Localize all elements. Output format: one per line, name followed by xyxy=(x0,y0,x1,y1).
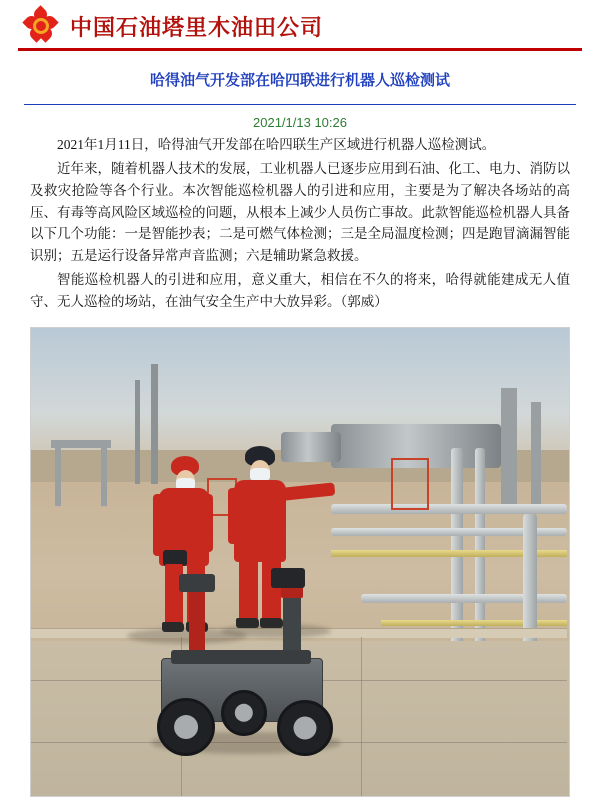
face-mask xyxy=(250,468,270,481)
company-name: 中国石油塔里木油田公司 xyxy=(70,14,324,40)
flare-stack xyxy=(135,380,140,484)
structure xyxy=(55,446,61,506)
masthead-divider xyxy=(18,48,582,51)
tower xyxy=(501,388,517,508)
pad-seam xyxy=(361,637,362,796)
paragraph: 近年来，随着机器人技术的发展，工业机器人已逐步应用到石油、化工、电力、消防以及救灾抢险等各个行业。本次智能巡检机器人的引进和应用，主要是为了解决各场站的高压、有毒等高风险区域巡检的问题，从根本上减少人员伤亡事故。此款智能巡检机器人具备以下几个功能：一是智能抄表；二是可燃气体检测；三是全局温度检测；四是跑冒滴漏智能识别；五是运行设备异常声音监测；六是辅助紧急救援。 xyxy=(30,160,570,264)
headline-divider xyxy=(24,104,576,105)
article-body xyxy=(30,134,570,313)
structure xyxy=(101,446,107,506)
arm xyxy=(153,494,167,556)
photo-scene xyxy=(31,328,569,796)
tower xyxy=(531,402,541,512)
leg xyxy=(239,560,258,622)
robot-wheel xyxy=(221,690,267,736)
flare-stack xyxy=(151,364,158,484)
boot xyxy=(236,618,259,628)
arm xyxy=(228,488,241,544)
masthead xyxy=(0,0,600,48)
boot xyxy=(162,622,184,632)
paragraph: 2021年1月11日，哈得油气开发部在哈四联生产区域进行机器人巡检测试。 xyxy=(57,137,496,152)
arm xyxy=(199,494,213,552)
article-photo xyxy=(30,327,570,797)
robot-camera xyxy=(271,568,305,588)
horizontal-pipe xyxy=(331,504,567,514)
safety-railing xyxy=(391,458,429,510)
robot-wheel xyxy=(157,698,215,756)
petrochina-flower-logo-icon xyxy=(22,7,60,45)
paragraph: 智能巡检机器人的引进和应用，意义重大，相信在不久的将来，哈得就能建成无人值守、无人巡检的场站，在油气安全生产中大放异彩。（郭威） xyxy=(30,272,570,310)
yellow-pipe xyxy=(381,620,567,626)
boot xyxy=(260,618,283,628)
article-timestamp: 2021/1/13 10:26 xyxy=(253,115,347,130)
article-headline: 哈得油气开发部在哈四联进行机器人巡检测试 xyxy=(149,73,450,89)
robot-sensor-head xyxy=(179,574,215,592)
robot-wheel xyxy=(277,700,333,756)
pressure-vessel xyxy=(281,432,341,462)
red-work-coat xyxy=(234,480,286,562)
robot-deck xyxy=(171,650,311,664)
